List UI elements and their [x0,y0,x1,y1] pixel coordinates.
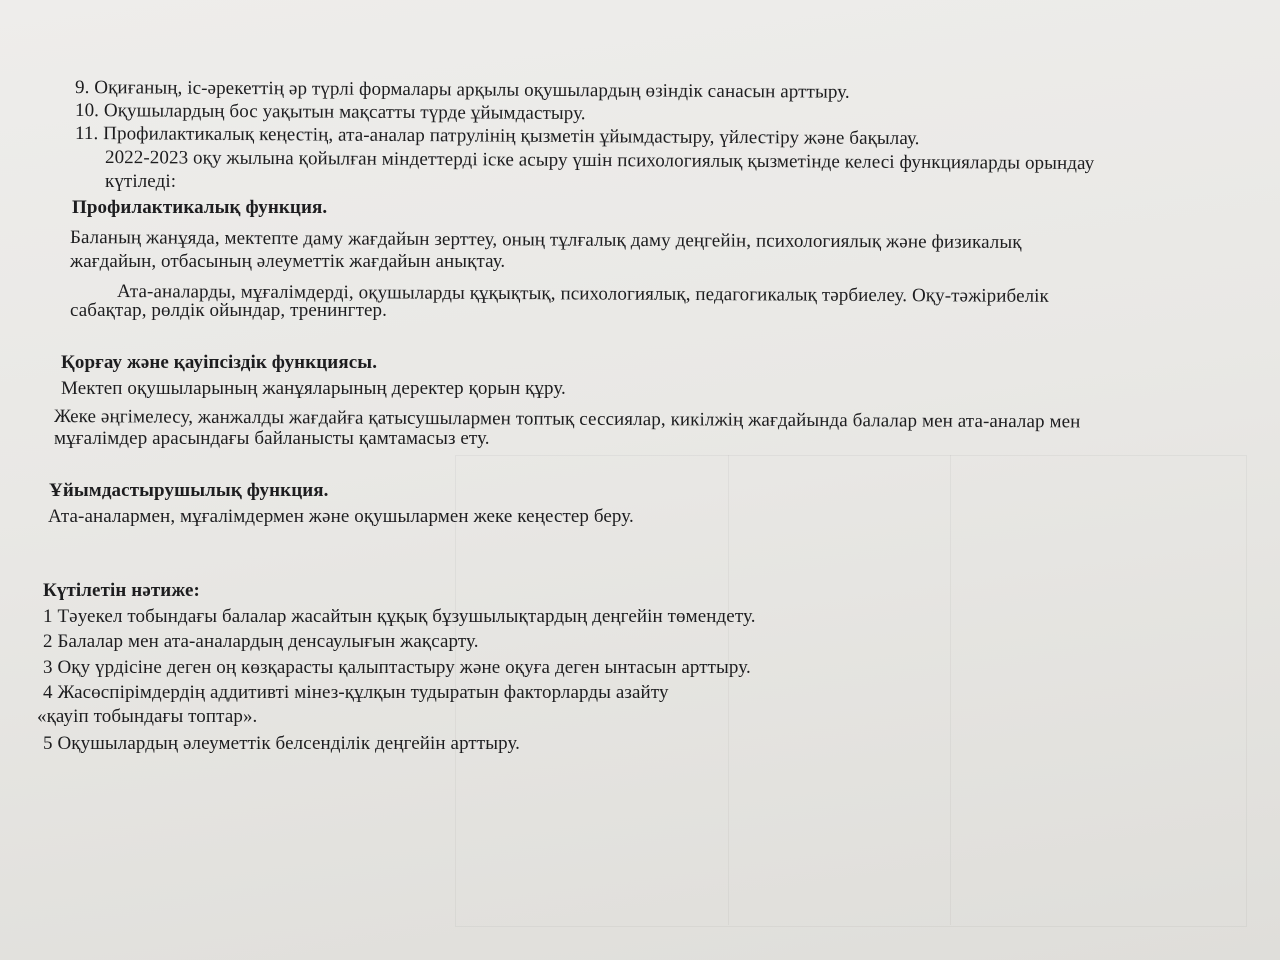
paragraph-line: Ата-аналарды, мұғалімдерді, оқушыларды құқықтық, психологиялық, педагогикалық тәрбиелеу. Оқу-тәжірибелік [116,281,1049,307]
result-item: 3 Оқу үрдісіне деген оң көзқарасты қалыптастыру және оқуға деген ынтасын арттыру. [43,657,751,678]
section-heading-organizational: Ұйымдастырушылық функция. [49,480,329,501]
paragraph-line: Баланың жанұяда, мектепте даму жағдайын зерттеу, оның тұлғалық даму деңгейін, психологиялық және физикалық [69,227,1022,253]
result-item: «қауіп тобындағы топтар». [37,706,258,727]
result-item: 1 Тәуекел тобындағы балалар жасайтын құқық бұзушылықтардың деңгейін төмендету. [43,606,756,627]
paragraph-line: Жеке әңгімелесу, жанжалды жағдайға қатысушылармен топтық сессиялар, кикілжің жағдайында балалар мен ата-аналар мен [53,406,1081,433]
result-item: 5 Оқушылардың әлеуметтік белсенділік деңгейін арттыру. [43,733,521,754]
intro-line: 2022-2023 оқу жылына қойылған міндеттерді іске асыру үшін психологиялық қызметінде келесі функцияларды орындау [104,147,1095,175]
paragraph-line: мұғалімдер арасындағы байланысты қамтамасыз ету. [54,428,490,449]
section-heading-results: Күтілетін нәтиже: [43,580,200,601]
paragraph-line: сабақтар, рөлдік ойындар, тренингтер. [70,300,387,321]
bleed-through-table-divider [950,455,951,925]
bleed-through-table-divider [728,455,729,925]
result-item: 4 Жасөспірімдердің аддитивті мінез-құлқын тудыратын факторларды азайту [43,682,669,703]
paragraph-line: Ата-аналармен, мұғалімдермен және оқушылармен жеке кеңестер беру. [48,506,634,527]
section-heading-protection: Қорғау және қауіпсіздік функциясы. [61,352,378,373]
list-item: 9. Оқиғаның, іс-әрекеттің әр түрлі формалары арқылы оқушылардың өзіндік санасын арттыру. [74,77,850,103]
intro-line: күтіледі: [105,171,177,192]
paragraph-line: жағдайын, отбасының әлеуметтік жағдайын анықтау. [70,251,506,272]
list-item: 11. Профилактикалық кеңестің, ата-аналар патрулінің қызметін ұйымдастыру, үйлестіру және бақылау. [74,123,920,150]
result-item: 2 Балалар мен ата-аналардың денсаулығын жақсарту. [43,631,479,652]
list-item: 10. Оқушылардың бос уақытын мақсатты түрде ұйымдастыру. [74,100,586,125]
paragraph-line: Мектеп оқушыларының жанұяларының деректер қорын құру. [61,378,566,399]
section-heading-prophylactic: Профилактикалық функция. [72,197,328,218]
